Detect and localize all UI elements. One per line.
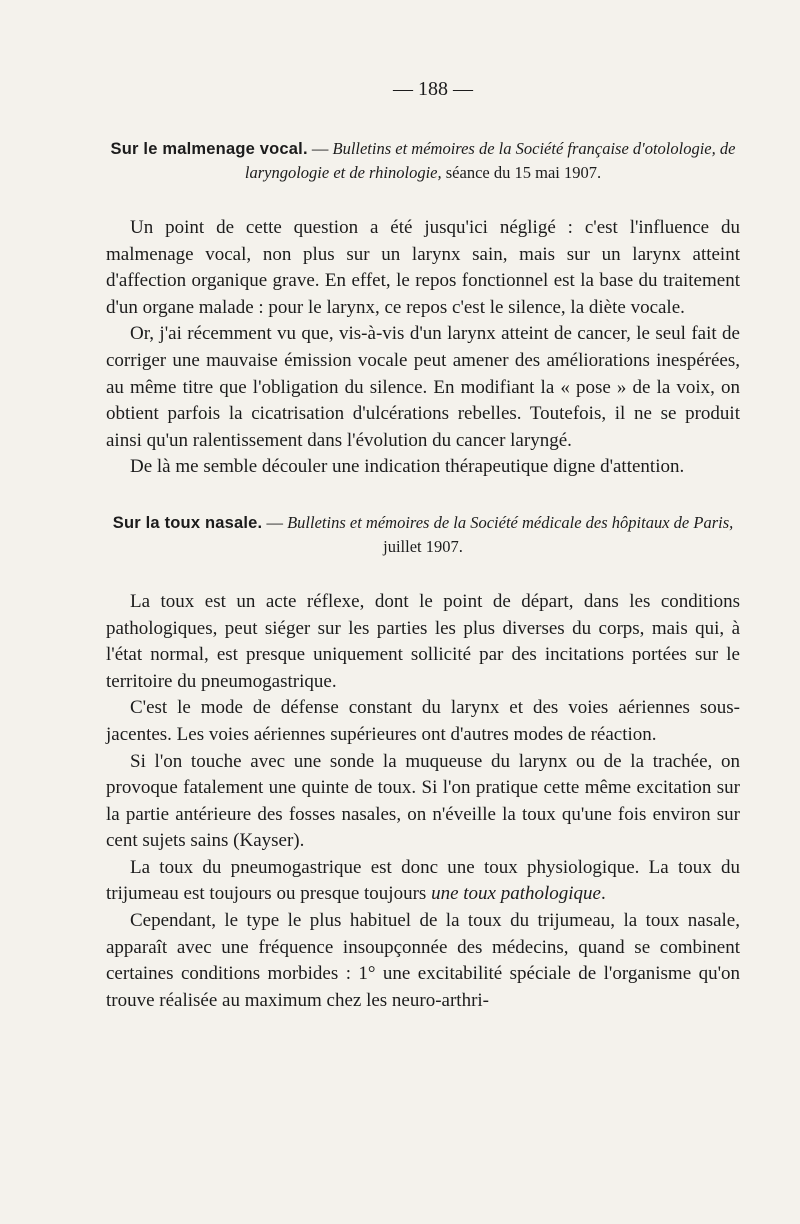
paragraph: La toux est un acte réflexe, dont le point de départ, dans les conditions pathologiques, peut siéger sur les parties les plus diverses du corps, mais qui, à l'état normal, est presque uniquement sollicité par des incitations portées sur le territoire du pneumogastrique. [106,590,740,692]
section-header-toux-nasale [106,511,740,559]
section-header-malmenage [106,137,740,185]
paragraph-mixed [106,855,740,908]
paragraph: Cependant, le type le plus habituel de la toux du trijumeau, la toux nasale, apparaît avec une fréquence insoupçonnée des médecins, quand se combinent certaines conditions morbides : 1° une excitabilité spéciale de l'organisme qu'on trouve réalisée au maximum chez les neuro-arthri- [106,910,740,1011]
section-source: Bulletins et mémoires de la Société française d'otolologie, de laryngologie et de rhinologie, [244,139,736,182]
paragraph: Un point de cette question a été jusqu'ici négligé : c'est l'influence du malmenage vocal, non plus sur un larynx sain, mais sur un larynx atteint d'affection organique grave. En effet, le repos fonctionnel est la base du traitement d'un organe malade : pour le larynx, ce repos c'est le silence, la diète vocale. [106,217,740,318]
paragraph: Si l'on touche avec une sonde la muqueuse du larynx ou de la trachée, on provoque fatalement une quinte de toux. Si l'on pratique cette même excitation sur la partie antérieure des fosses nasales, on n'éveille la toux qu'une fois environ sur cent sujets sains (Kayser). [106,750,740,852]
paragraph: C'est le mode de défense constant du larynx et des voies aériennes sous-jacentes. Les voies aériennes supérieures ont d'autres modes de réaction. [106,697,740,745]
mixed-tail: . [600,883,606,905]
mixed-italic: une toux pathologique [431,883,601,905]
paragraph: Or, j'ai récemment vu que, vis-à-vis d'un larynx atteint de cancer, le seul fait de corriger une mauvaise émission vocale peut amener des améliorations inespérées, au même titre que l'obligation du silence. En modifiant la « pose » de la voix, on obtient parfois la cicatrisation d'ulcérations rebelles. Toutefois, il ne se produit ainsi qu'un ralentissement dans l'évolution du cancer laryngé. [106,323,740,451]
mixed-lead: La toux du pneumogastrique est donc une toux physiologique. La toux du trijumeau est toujours ou presque toujours [106,856,740,905]
title-dash: — [262,512,288,532]
section-title: Sur la toux nasale. [112,513,263,532]
paragraph: De là me semble découler une indication thérapeutique digne d'attention. [130,456,685,478]
section-date: séance du 15 mai 1907. [441,163,602,182]
title-dash: — [307,139,333,158]
section-gap [106,481,740,511]
section-title: Sur le malmenage vocal. [110,140,308,158]
page-number: — 188 — [393,78,473,100]
section-source: Bulletins et mémoires de la Société médicale des hôpitaux de Paris, [287,512,734,532]
section-date: juillet 1907. [383,536,463,556]
